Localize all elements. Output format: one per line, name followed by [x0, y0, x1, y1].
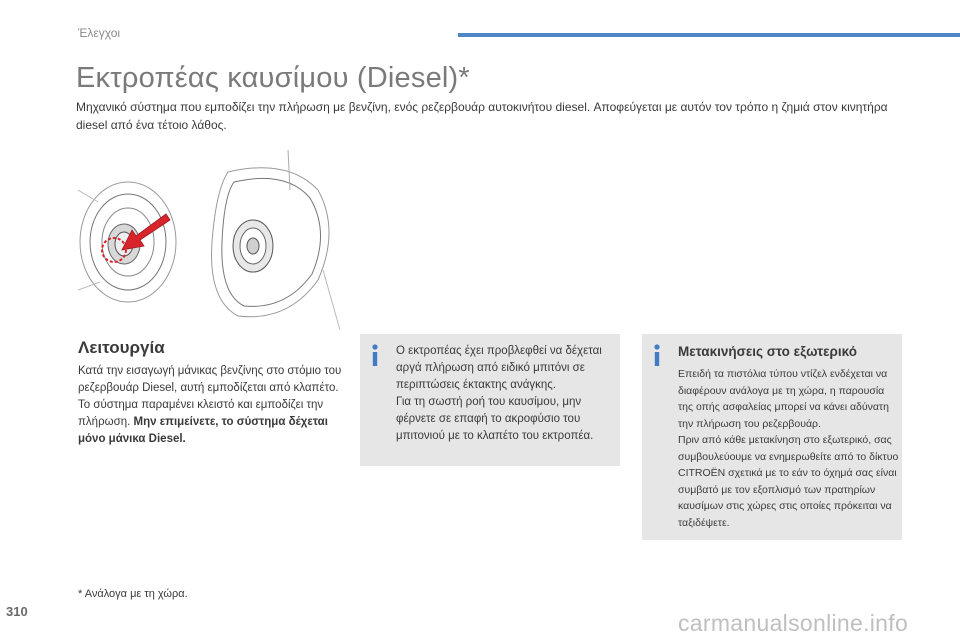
info-box-1-paragraph-2: Για τη σωστή ροή του καυσίμου, μην φέρνετε σε επαφή το ακροφύσιο του μπιτονιού με το κλαπέτο του εκτροπέα. [396, 396, 594, 442]
info-box-emergency [360, 334, 620, 466]
info-box-2-title: Μετακινήσεις στο εξωτερικό [678, 344, 857, 359]
info-box-2-paragraph-2: Πριν από κάθε μετακίνηση στο εξωτερικό, σας συμβουλεύουμε να ενημερωθείτε από το δίκτυο CITROËN σχετικά με το εάν το όχημά σας είναι συμβατό με τον εξοπλισμό των πρατηρίων καυσίμων στις χώρες στις οποίες πρόκειται να ταξιδέψετε. [678, 434, 899, 529]
intro-paragraph: Μηχανικό σύστημα που εμποδίζει την πλήρωση με βενζίνη, ενός ρεζερβουάρ αυτοκινήτου diesel. Αποφεύγεται με αυτόν τον τρόπο η ζημιά στον κινητήρα diesel από ένα τέτοιο λάθος. [76, 100, 888, 132]
info-icon [370, 344, 380, 366]
info-box-2-text [678, 366, 900, 531]
section-label: Έλεγχοι [78, 26, 121, 40]
operation-text [78, 363, 348, 448]
fuel-flap-drawing [212, 150, 340, 330]
page-title: Εκτροπέας καυσίμου (Diesel)* [76, 62, 470, 94]
fuel-filler-illustration [78, 150, 340, 330]
footnote: * Ανάλογα με τη χώρα. [78, 588, 188, 600]
info-box-1-text [396, 343, 612, 445]
info-box-1-paragraph-1: Ο εκτροπέας έχει προβλεφθεί να δέχεται αργά πλήρωση από ειδικό μπιτόνι σε περιπτώσεις έκτακτης ανάγκης. [396, 345, 602, 391]
operation-body: Κατά την εισαγωγή μάνικας βενζίνης στο στόμιο του ρεζερβουάρ Diesel, αυτή εμποδίζεται από κλαπέτο. Το σύστημα παραμένει κλειστό και εμποδίζει την πλήρωση. [78, 365, 342, 428]
page-number: 310 [6, 604, 28, 619]
watermark: carmanualsonline.info [678, 610, 909, 636]
info-box-abroad [642, 334, 902, 540]
operation-heading: Λειτουργία [78, 338, 165, 357]
operation-warning: Μην επιμείνετε, το σύστημα δέχεται μόνο μάνικα Diesel. [78, 416, 328, 445]
info-box-2-paragraph-1: Επειδή τα πιστόλια τύπου ντίζελ ενδέχεται να διαφέρουν ανάλογα με τη χώρα, η παρουσία της οπής ασφαλείας μπορεί να κάνει αδύνατη την πλήρωση του ρεζερβουάρ. [678, 368, 889, 430]
header-accent-bar [458, 33, 960, 37]
info-icon [652, 344, 662, 366]
